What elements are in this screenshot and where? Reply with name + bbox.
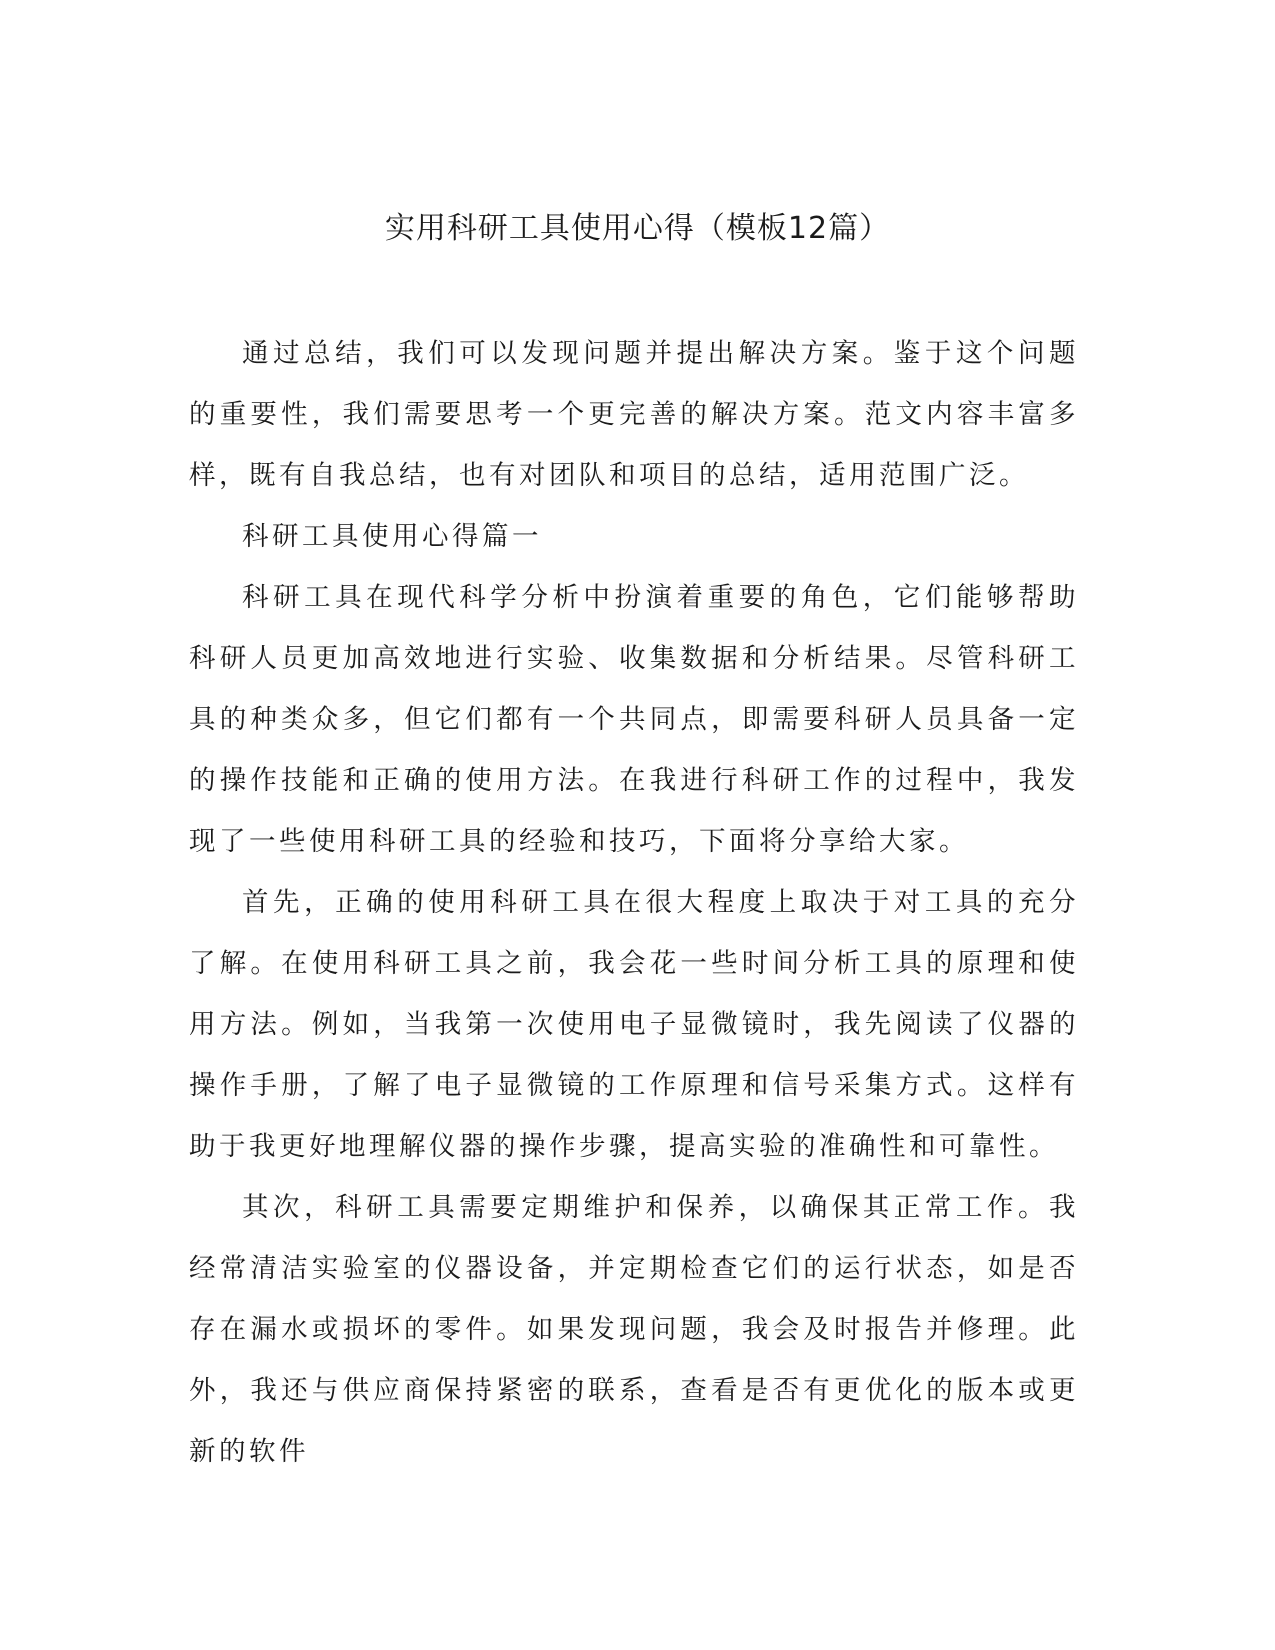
document-body bbox=[189, 323, 1079, 1482]
intro-paragraph: 通过总结，我们可以发现问题并提出解决方案。鉴于这个问题的重要性，我们需要思考一个更完善的解决方案。范文内容丰富多样，既有自我总结，也有对团队和项目的总结，适用范围广泛。 bbox=[189, 338, 1079, 491]
body-paragraph-2: 首先，正确的使用科研工具在很大程度上取决于对工具的充分了解。在使用科研工具之前，我会花一些时间分析工具的原理和使用方法。例如，当我第一次使用电子显微镜时，我先阅读了仪器的操作手册，了解了电子显微镜的工作原理和信号采集方式。这样有助于我更好地理解仪器的操作步骤，提高实验的准确性和可靠性。 bbox=[189, 887, 1079, 1162]
document-title: 实用科研工具使用心得（模板12篇） bbox=[384, 211, 891, 246]
section-heading: 科研工具使用心得篇一 bbox=[242, 521, 542, 552]
body-paragraph-3: 其次，科研工具需要定期维护和保养，以确保其正常工作。我经常清洁实验室的仪器设备，并定期检查它们的运行状态，如是否存在漏水或损坏的零件。如果发现问题，我会及时报告并修理。此外，我还与供应商保持紧密的联系，查看是否有更优化的版本或更新的软件 bbox=[189, 1192, 1079, 1467]
body-paragraph-1: 科研工具在现代科学分析中扮演着重要的角色，它们能够帮助科研人员更加高效地进行实验、收集数据和分析结果。尽管科研工具的种类众多，但它们都有一个共同点，即需要科研人员具备一定的操作技能和正确的使用方法。在我进行科研工作的过程中，我发现了一些使用科研工具的经验和技巧，下面将分享给大家。 bbox=[189, 582, 1079, 857]
